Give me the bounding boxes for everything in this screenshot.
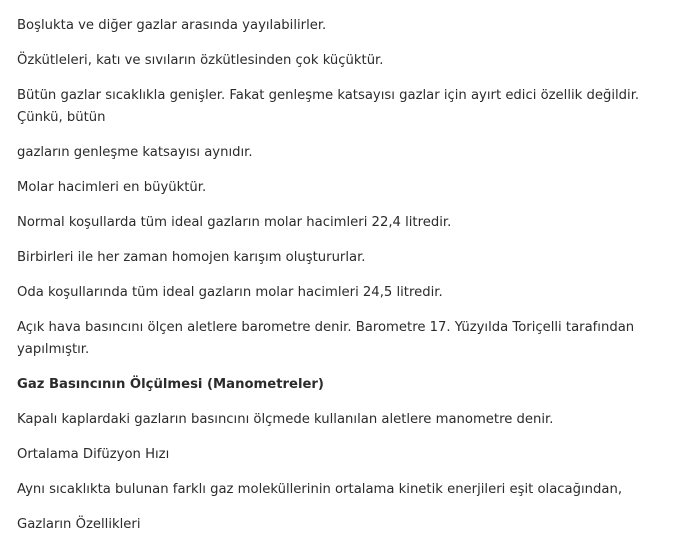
- paragraph-kinetic-energy: Aynı sıcaklıkta bulunan farklı gaz moleküllerinin ortalama kinetik enerjileri eşit olacağından,: [17, 482, 623, 497]
- article-body: [17, 0, 667, 549]
- paragraph-gas-properties: Gazların Özellikleri: [17, 517, 141, 532]
- paragraph-homogeneous-mixture: Birbirleri ile her zaman homojen karışım oluştururlar.: [17, 250, 366, 265]
- paragraph-barometer: Açık hava basıncını ölçen aletlere barometre denir. Barometre 17. Yüzyılda Toriçelli tarafından yapılmıştır.: [17, 320, 635, 357]
- paragraph-normal-conditions: Normal koşullarda tüm ideal gazların molar hacimleri 22,4 litredir.: [17, 215, 452, 230]
- paragraph-expansion-coefficient: gazların genleşme katsayısı aynıdır.: [17, 145, 253, 160]
- paragraph-density: Özkütleleri, katı ve sıvıların özkütlesinden çok küçüktür.: [17, 53, 384, 68]
- paragraph-room-conditions: Oda koşullarında tüm ideal gazların molar hacimleri 24,5 litredir.: [17, 285, 443, 300]
- paragraph-molar-volume: Molar hacimleri en büyüktür.: [17, 180, 207, 195]
- paragraph-expansion: Bütün gazlar sıcaklıkla genişler. Fakat genleşme katsayısı gazlar için ayırt edici özellik değildir. Çünkü, bütün: [17, 88, 640, 125]
- section-heading-manometers: Gaz Basıncının Ölçülmesi (Manometreler): [17, 377, 324, 392]
- paragraph-manometer-definition: Kapalı kaplardaki gazların basıncını ölçmede kullanılan aletlere manometre denir.: [17, 412, 554, 427]
- paragraph-ideal-gas-conditions: [17, 0, 667, 2]
- paragraph-diffusion-rate: Ortalama Difüzyon Hızı: [17, 447, 170, 462]
- paragraph-diffusion: Boşlukta ve diğer gazlar arasında yayılabilirler.: [17, 18, 327, 33]
